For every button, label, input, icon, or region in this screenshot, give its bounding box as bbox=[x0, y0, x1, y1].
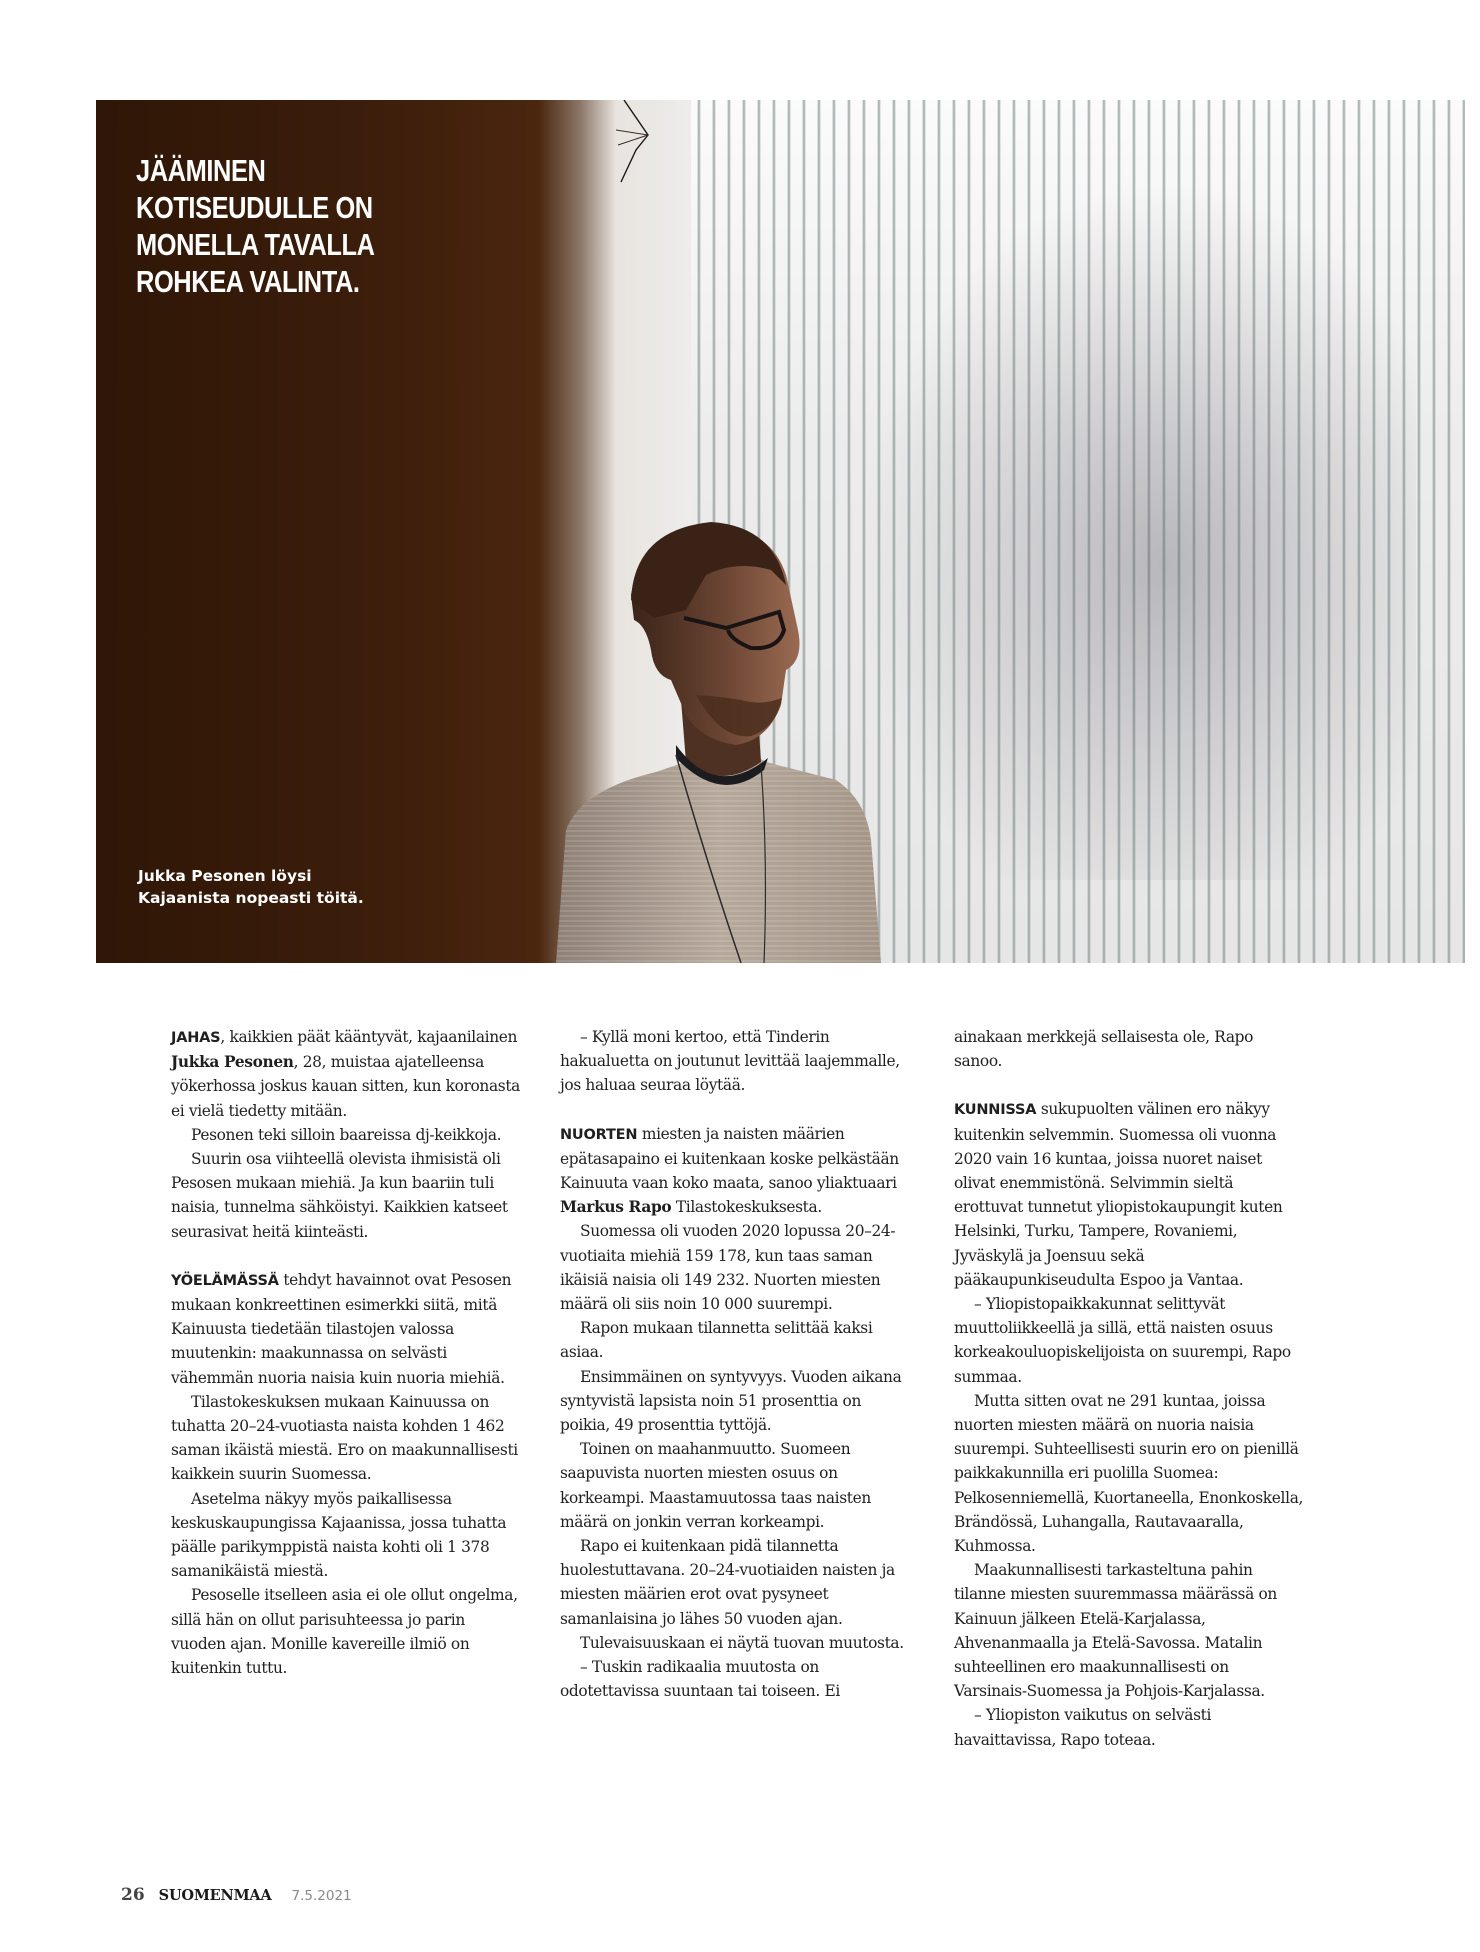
section-lead-word: KUNNISSA bbox=[954, 1102, 1037, 1119]
section-lead-word: NUORTEN bbox=[560, 1126, 638, 1143]
body-paragraph: Tilastokeskuksen mukaan Kainuussa on tuhatta 20–24-vuotiasta naista kohden 1 462 saman ikäistä miestä. Ero on maakunnallisesti kaikkein suurin Suomessa. bbox=[171, 1392, 518, 1484]
body-paragraph: Maakunnallisesti tarkasteltuna pahin tilanne miesten suuremmassa määrässä on Kainuun jälkeen Etelä-Karjalassa, Ahvenanmaalla ja Etelä-Savossa. Matalin suhteellinen ero maakunnallisesti on Varsinais-Suomessa ja Pohjois-Karjalassa. bbox=[954, 1561, 1277, 1701]
body-paragraph: Pesonen teki silloin baareissa dj-keikkoja. bbox=[191, 1125, 502, 1144]
body-paragraph: ainakaan merkkejä sellaisesta ole, Rapo sanoo. bbox=[954, 1028, 1254, 1071]
issue-date: 7.5.2021 bbox=[291, 1888, 352, 1904]
body-paragraph: Rapon mukaan tilannetta selittää kaksi asiaa. bbox=[560, 1319, 873, 1362]
page-number: 26 bbox=[121, 1885, 145, 1905]
paragraph-text: , kaikkien päät kääntyvät, kajaanilainen bbox=[220, 1028, 518, 1046]
portrait-person bbox=[536, 500, 966, 963]
article-column-2 bbox=[560, 1025, 910, 1703]
body-paragraph: Pesoselle itselleen asia ei ole ollut ongelma, sillä hän on ollut parisuhteessa jo parin vuoden ajan. Monille kavereille ilmiö on kuitenkin tuttu. bbox=[171, 1586, 518, 1678]
article-column-3 bbox=[954, 1025, 1304, 1752]
person-name: Markus Rapo bbox=[560, 1198, 672, 1217]
body-paragraph: Asetelma näkyy myös paikallisessa keskuskaupungissa Kajaanissa, jossa tuhatta päälle parikymppistä naista kohti oli 1 378 samanikäistä miestä. bbox=[171, 1489, 507, 1581]
section-paragraph bbox=[560, 1122, 910, 1220]
section-paragraph bbox=[171, 1025, 521, 1123]
paragraph-text: , 28, muistaa ajatelleensa yökerhossa joskus kauan sitten, kun koronasta ei vielä tiedetty mitään. bbox=[171, 1053, 521, 1120]
body-paragraph: – Tuskin radikaalia muutosta on odotettavissa suuntaan tai toiseen. Ei bbox=[560, 1658, 840, 1701]
body-paragraph: – Kyllä moni kertoo, että Tinderin hakualuetta on joutunut levittää laajemmalle, jos haluaa seuraa löytää. bbox=[560, 1028, 900, 1095]
body-paragraph: Ensimmäinen on syntyvyys. Vuoden aikana syntyvistä lapsista noin 51 prosenttia on poikia, 49 prosenttia tyttöjä. bbox=[560, 1367, 902, 1435]
article-column-1 bbox=[171, 1025, 521, 1680]
paragraph-text: Tilastokeskuksesta. bbox=[671, 1198, 822, 1217]
section-paragraph bbox=[171, 1268, 521, 1390]
body-paragraph: Mutta sitten ovat ne 291 kuntaa, joissa nuorten miesten määrä on nuoria naisia suurempi. Suhteellisesti suurin ero on pienillä paikkakunnilla eri puolilla Suomea: Pelkosenniemellä, Kuortaneella, Enonkoskella, Brändössä, Luhangalla, Rautavaaralla, Kuhmossa. bbox=[954, 1391, 1304, 1556]
caption-line: Kajaanista nopeasti töitä. bbox=[138, 889, 364, 907]
geometric-ornament-icon bbox=[576, 100, 666, 230]
paragraph-text: sukupuolten välinen ero näkyy kuitenkin selvemmin. Suomessa oli vuonna 2020 vain 16 kuntaa, joissa nuoret naiset olivat enemmistönä. Selvimmin sieltä erottuvat tunnetut yliopistokaupungit kuten Helsinki, Turku, Tampere, Rovaniemi, Jyväskylä ja Joensuu sekä pääkaupunkiseudulta Espoo ja Vantaa. bbox=[954, 1100, 1283, 1289]
paragraph-text: tehdyt havainnot ovat Pesosen mukaan konkreettinen esimerkki siitä, mitä Kainuusta tiedetään tilastojen valossa muutenkin: maakunnassa on selvästi vähemmän nuoria naisia kuin nuoria miehiä. bbox=[171, 1270, 512, 1387]
body-paragraph: Tulevaisuuskaan ei näytä tuovan muutosta. bbox=[580, 1633, 904, 1652]
publication-name: SUOMENMAA bbox=[158, 1887, 272, 1904]
caption-line: Jukka Pesonen löysi bbox=[138, 867, 312, 885]
body-paragraph: – Yliopistopaikkakunnat selittyvät muuttoliikkeellä ja sillä, että naisten osuus korkeakouluopiskelijoista on suurempi, Rapo summaa. bbox=[954, 1295, 1291, 1386]
pull-quote: JÄÄMINEN KOTISEUDULLE ON MONELLA TAVALLA ROHKEA VALINTA. bbox=[136, 153, 375, 299]
body-paragraph: Toinen on maahanmuutto. Suomeen saapuvista nuorten miesten osuus on korkeampi. Maastamuutossa taas naisten määrä on jonkin verran korkeampi. bbox=[560, 1440, 871, 1531]
photo-caption bbox=[138, 865, 438, 909]
section-paragraph bbox=[954, 1097, 1304, 1292]
page-footer bbox=[121, 1885, 352, 1905]
body-paragraph: Suurin osa viihteellä olevista ihmisistä oli Pesosen mukaan miehiä. Ja kun baariin tuli naisia, tunnelma sähköistyi. Kaikkien katseet seurasivat heitä kiinteästi. bbox=[171, 1150, 508, 1241]
paragraph-text: miesten ja naisten määrien epätasapaino ei kuitenkaan koske pelkästään Kainuuta vaan koko maata, sanoo yliaktuaari bbox=[560, 1124, 899, 1193]
section-lead-word: JAHAS bbox=[171, 1030, 221, 1046]
body-paragraph: Rapo ei kuitenkaan pidä tilannetta huolestuttavana. 20–24-vuotiaiden naisten ja miesten määrien erot ovat pysyneet samanlaisina jo lähes 50 vuoden ajan. bbox=[560, 1537, 895, 1628]
body-paragraph: Suomessa oli vuoden 2020 lopussa 20–24-vuotiaita miehiä 159 178, kun taas saman ikäisiä naisia oli 149 232. Nuorten miesten määrä oli siis noin 10 000 suurempi. bbox=[560, 1222, 896, 1314]
section-lead-word: YÖELÄMÄSSÄ bbox=[171, 1272, 279, 1289]
person-name: Jukka Pesonen bbox=[171, 1053, 294, 1072]
article-photo bbox=[96, 100, 1465, 963]
body-paragraph: – Yliopiston vaikutus on selvästi havaittavissa, Rapo toteaa. bbox=[954, 1706, 1212, 1749]
